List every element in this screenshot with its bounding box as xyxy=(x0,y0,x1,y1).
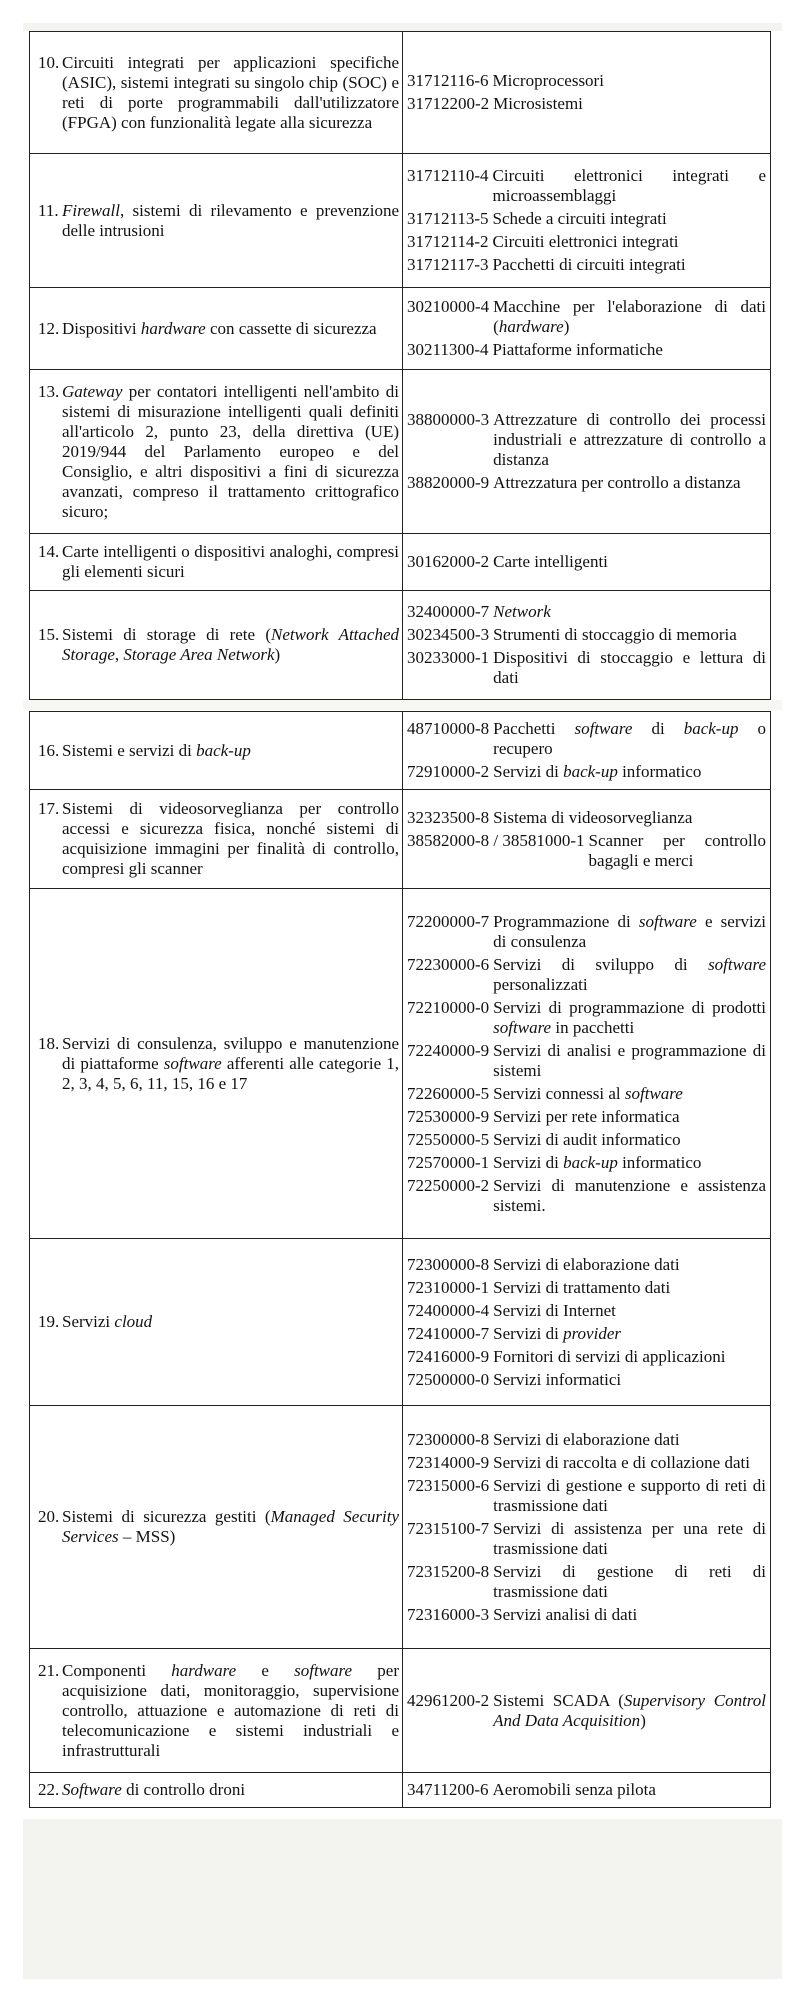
cpv-description xyxy=(493,297,766,337)
cpv-entry xyxy=(407,1130,766,1150)
cpv-code: 32400000-7 xyxy=(407,602,490,621)
text-run: Servizi per rete informatica xyxy=(493,1106,680,1126)
text-run: Dispositivi xyxy=(62,318,141,338)
italic-term: software xyxy=(294,1660,353,1680)
category-description xyxy=(62,1034,399,1094)
cpv-code: 72316000-3 xyxy=(407,1604,490,1624)
cpv-code: 72416000-9 xyxy=(407,1346,490,1366)
cpv-entry xyxy=(407,955,766,995)
text-run: – MSS) xyxy=(118,1527,176,1546)
cpv-description xyxy=(493,1453,766,1473)
text-run: Servizi di consulenza, sviluppo e manutenzione di piattaforme xyxy=(62,1033,399,1073)
table-row xyxy=(30,32,771,154)
cpv-code: 31712116-6 xyxy=(407,71,489,90)
italic-term: Supervisory Control And Data Acquisition xyxy=(493,1690,766,1730)
cpv-code: 72314000-9 xyxy=(407,1452,490,1472)
cpv-description xyxy=(493,94,766,114)
text-run: Programmazione di xyxy=(493,911,639,931)
cpv-table-part-2 xyxy=(29,711,771,1808)
text-run: Servizi di analisi e programmazione di sistemi xyxy=(493,1040,766,1080)
cpv-description xyxy=(493,998,766,1038)
category-number: 22. xyxy=(38,1780,60,1799)
cpv-description xyxy=(493,232,766,252)
cpv-code: 72570000-1 xyxy=(407,1152,490,1172)
cpv-description xyxy=(493,1278,766,1298)
cpv-description xyxy=(493,912,766,952)
cpv-description xyxy=(493,1605,766,1625)
cpv-description xyxy=(493,602,766,622)
text-run: Macchine per l'elaborazione di dati ( xyxy=(493,297,766,336)
category-cell xyxy=(30,712,403,790)
text-run: e xyxy=(236,1660,295,1680)
cpv-description xyxy=(493,1370,766,1390)
text-run: Carte intelligenti o dispositivi analoghi, compresi gli elementi sicuri xyxy=(62,542,399,581)
text-run: Dispositivi di stoccaggio e lettura di dati xyxy=(493,648,766,687)
text-run: Servizi di xyxy=(493,762,564,781)
text-run: Servizi di programmazione di prodotti xyxy=(493,997,766,1017)
cpv-code: 72410000-7 xyxy=(407,1323,490,1343)
table-separator xyxy=(23,700,782,710)
category-cell xyxy=(30,1406,403,1649)
cpv-description xyxy=(493,648,766,688)
category-cell xyxy=(30,1239,403,1406)
cpv-entry xyxy=(407,1041,766,1081)
category-number: 15. xyxy=(38,625,60,644)
italic-term: Storage Area Network xyxy=(123,645,275,664)
italic-term: software xyxy=(493,1017,552,1037)
text-run: Circuiti elettronici integrati e microassemblaggi xyxy=(492,166,766,205)
text-run: Microsistemi xyxy=(493,94,583,113)
category-number: 13. xyxy=(38,381,60,401)
category-description xyxy=(62,741,399,761)
text-run: , xyxy=(114,645,124,664)
italic-term: software xyxy=(708,954,766,974)
text-run: informatico xyxy=(617,762,702,781)
text-run: di controllo droni xyxy=(121,1780,246,1799)
cpv-entry xyxy=(407,1301,766,1321)
text-run: Sistemi di sicurezza gestiti ( xyxy=(62,1507,271,1526)
text-run: o recupero xyxy=(493,719,766,758)
cpv-codes-cell xyxy=(403,1406,771,1649)
category-item xyxy=(38,1507,399,1547)
cpv-description xyxy=(493,955,766,995)
cpv-description xyxy=(493,1107,766,1127)
cpv-description xyxy=(493,209,766,229)
cpv-entry xyxy=(407,998,766,1038)
cpv-description xyxy=(493,1130,766,1150)
table-row xyxy=(30,1239,771,1406)
cpv-description xyxy=(493,255,766,275)
text-run: Servizi informatici xyxy=(493,1369,622,1389)
cpv-code: 72910000-2 xyxy=(407,762,490,781)
cpv-entry xyxy=(407,232,766,252)
cpv-entry xyxy=(407,1084,766,1104)
cpv-entry xyxy=(407,602,766,622)
text-run: personalizzati xyxy=(493,974,588,994)
cpv-code: 72400000-4 xyxy=(407,1300,490,1320)
text-run: Piattaforme informatiche xyxy=(492,340,663,359)
category-cell xyxy=(30,790,403,889)
text-run: Sistemi e servizi di xyxy=(62,740,197,760)
text-run: Servizi di elaborazione dati xyxy=(493,1254,680,1274)
cpv-entry xyxy=(407,1476,766,1516)
text-run: Sistema di videosorveglianza xyxy=(493,807,693,827)
cpv-code: 30234500-3 xyxy=(407,625,490,644)
italic-term: Firewall xyxy=(62,200,120,220)
text-run: Servizi xyxy=(62,1312,115,1331)
cpv-code: 30210000-4 xyxy=(407,297,490,316)
cpv-code: 30211300-4 xyxy=(407,340,489,359)
cpv-code: 72500000-0 xyxy=(407,1369,490,1389)
cpv-code: 72260000-5 xyxy=(407,1083,490,1103)
category-cell xyxy=(30,288,403,370)
category-item xyxy=(38,1661,399,1761)
cpv-code: 72315000-6 xyxy=(407,1475,490,1495)
text-run: ) xyxy=(274,645,281,664)
cpv-entry xyxy=(407,1176,766,1216)
cpv-code: 38800000-3 xyxy=(407,410,490,429)
cpv-codes-cell xyxy=(403,154,771,288)
cpv-entry xyxy=(407,1562,766,1602)
text-run: Carte intelligenti xyxy=(493,552,608,571)
category-number: 18. xyxy=(38,1033,60,1053)
text-run: Componenti xyxy=(62,1660,172,1680)
italic-term: Network xyxy=(493,602,551,621)
cpv-description xyxy=(493,1176,766,1216)
text-run: di xyxy=(632,719,684,738)
table-row xyxy=(30,889,771,1239)
cpv-codes-cell xyxy=(403,32,771,154)
italic-term: software xyxy=(574,719,633,738)
cpv-entry xyxy=(407,1453,766,1473)
cpv-code: 72550000-5 xyxy=(407,1129,490,1149)
text-run: afferenti alle categorie 1, 2, 3, 4, 5, 6, 11, 15, 16 e 17 xyxy=(62,1053,399,1093)
cpv-entry xyxy=(407,1430,766,1450)
cpv-description xyxy=(493,1255,766,1275)
cpv-code: 31712200-2 xyxy=(407,94,490,113)
italic-term: back-up xyxy=(563,1152,618,1172)
cpv-entry xyxy=(407,912,766,952)
cpv-entry xyxy=(407,625,766,645)
text-run: ) xyxy=(640,1710,646,1730)
cpv-code: 31712110-4 xyxy=(407,166,489,185)
text-run: Servizi di assistenza per una rete di trasmissione dati xyxy=(493,1518,766,1558)
category-cell xyxy=(30,889,403,1239)
category-number: 14. xyxy=(38,542,60,561)
cpv-codes-cell xyxy=(403,534,771,591)
category-item xyxy=(38,1312,399,1332)
table-row xyxy=(30,288,771,370)
italic-term: Gateway xyxy=(62,381,123,401)
category-description xyxy=(62,1507,399,1547)
table-row xyxy=(30,534,771,591)
category-description xyxy=(62,1661,399,1761)
text-run: Servizi di trattamento dati xyxy=(493,1277,671,1297)
cpv-description xyxy=(589,831,766,871)
cpv-description xyxy=(493,1430,766,1450)
text-run: Servizi di Internet xyxy=(493,1300,616,1320)
text-run: Sistemi di storage di rete ( xyxy=(62,625,271,644)
cpv-entry xyxy=(407,94,766,114)
cpv-entry xyxy=(407,1255,766,1275)
text-run: Strumenti di stoccaggio di memoria xyxy=(493,625,737,644)
table-row xyxy=(30,1406,771,1649)
cpv-code: 72200000-7 xyxy=(407,911,490,931)
page-top-band xyxy=(23,23,782,31)
text-run: Servizi di gestione e supporto di reti di trasmissione dati xyxy=(493,1475,766,1515)
text-run: Servizi di audit informatico xyxy=(493,1129,681,1149)
cpv-code: 72310000-1 xyxy=(407,1277,490,1297)
italic-term: Managed Security Services xyxy=(62,1507,399,1546)
text-run: Circuiti integrati per applicazioni specifiche (ASIC), sistemi integrati su singolo chip (SOC) e reti di porte programmabili dall'utilizzatore (FPGA) con funzionalità legate alla sicurezza xyxy=(62,52,399,132)
cpv-code: 72300000-8 xyxy=(407,1254,490,1274)
cpv-code: 72230000-6 xyxy=(407,954,490,974)
category-item xyxy=(38,201,399,241)
italic-term: back-up xyxy=(683,719,739,738)
category-number: 19. xyxy=(38,1312,60,1331)
text-run: ) xyxy=(563,317,570,336)
cpv-description xyxy=(493,1153,766,1173)
cpv-code: 72315100-7 xyxy=(407,1518,490,1538)
text-run: Servizi di manutenzione e assistenza sistemi. xyxy=(493,1175,766,1215)
cpv-code: 72315200-8 xyxy=(407,1561,490,1581)
text-run: Servizi analisi di dati xyxy=(493,1604,638,1624)
category-cell xyxy=(30,370,403,534)
cpv-description xyxy=(493,1301,766,1321)
cpv-description xyxy=(493,1476,766,1516)
category-cell xyxy=(30,32,403,154)
table-row xyxy=(30,790,771,889)
text-run: Attrezzature di controllo dei processi industriali e attrezzature di controllo a distanza xyxy=(493,410,766,469)
cpv-codes-cell xyxy=(403,790,771,889)
cpv-entry xyxy=(407,1278,766,1298)
text-run: Circuiti elettronici integrati xyxy=(492,232,679,251)
cpv-code: 31712113-5 xyxy=(407,209,489,228)
cpv-code: 72250000-2 xyxy=(407,1175,490,1195)
table-row xyxy=(30,370,771,534)
cpv-description xyxy=(493,1041,766,1081)
cpv-entry xyxy=(407,297,766,337)
category-number: 17. xyxy=(38,799,60,818)
cpv-code: 72530000-9 xyxy=(407,1106,490,1126)
category-description xyxy=(62,382,399,522)
cpv-description xyxy=(493,1347,766,1367)
cpv-description xyxy=(493,625,766,645)
cpv-entry xyxy=(407,166,766,206)
category-item xyxy=(38,1034,399,1094)
category-description xyxy=(62,542,399,582)
category-item xyxy=(38,625,399,665)
category-cell xyxy=(30,1773,403,1808)
text-run: Attrezzatura per controllo a distanza xyxy=(493,473,741,492)
category-description xyxy=(62,1780,399,1800)
text-run: per contatori intelligenti nell'ambito di sistemi di misurazione intelligenti quali definiti all'articolo 2, punto 23, della direttiva (UE) 2019/944 del Parlamento europeo e del Consiglio, e altri dispositivi a fini di sicurezza avanzati, compreso il trattamento crittografico sicuro; xyxy=(62,381,399,521)
cpv-entry xyxy=(407,1605,766,1625)
cpv-description xyxy=(493,71,766,91)
table-row xyxy=(30,154,771,288)
cpv-code: 72210000-0 xyxy=(407,997,490,1017)
table-row xyxy=(30,712,771,790)
cpv-code: 31712117-3 xyxy=(407,255,489,274)
cpv-code: 31712114-2 xyxy=(407,232,489,251)
cpv-code: 72240000-9 xyxy=(407,1040,490,1060)
category-number: 20. xyxy=(38,1507,60,1526)
category-description xyxy=(62,625,399,665)
italic-term: hardware xyxy=(498,317,564,336)
cpv-codes-cell xyxy=(403,1239,771,1406)
cpv-description xyxy=(493,552,766,572)
italic-term: Network Attached Storage xyxy=(62,625,399,664)
category-description xyxy=(62,319,399,339)
cpv-entry xyxy=(407,648,766,688)
category-cell xyxy=(30,591,403,700)
cpv-description xyxy=(493,340,766,360)
text-run: Servizi di xyxy=(493,1323,564,1343)
category-item xyxy=(38,319,399,339)
italic-term: software xyxy=(638,911,697,931)
italic-term: back-up xyxy=(563,762,618,781)
text-run: Fornitori di servizi di applicazioni xyxy=(493,1346,726,1366)
cpv-description xyxy=(493,808,766,828)
text-run: Microprocessori xyxy=(492,71,604,90)
cpv-code: 42961200-2 xyxy=(407,1690,490,1710)
cpv-codes-cell xyxy=(403,1649,771,1773)
cpv-code: 72300000-8 xyxy=(407,1429,490,1449)
cpv-description xyxy=(493,1562,766,1602)
text-run: con cassette di sicurezza xyxy=(205,318,377,338)
table-row xyxy=(30,1773,771,1808)
cpv-codes-cell xyxy=(403,370,771,534)
cpv-code: 30162000-2 xyxy=(407,552,490,571)
text-run: Servizi di gestione di reti di trasmissione dati xyxy=(493,1561,766,1601)
text-run: per acquisizione dati, monitoraggio, supervisione controllo, attuazione e automazione di reti di telecomunicazione e sistemi industriali e infrastrutturali xyxy=(62,1660,399,1760)
text-run: , sistemi di rilevamento e prevenzione delle intrusioni xyxy=(62,200,399,240)
text-run: Servizi di sviluppo di xyxy=(493,954,709,974)
cpv-description xyxy=(493,1324,766,1344)
cpv-description xyxy=(493,1780,766,1800)
cpv-table-part-1 xyxy=(29,31,771,700)
cpv-code: 48710000-8 xyxy=(407,719,490,738)
cpv-entry xyxy=(407,552,766,572)
category-number: 21. xyxy=(38,1660,60,1680)
italic-term: provider xyxy=(563,1323,621,1343)
category-description xyxy=(62,53,399,133)
cpv-codes-cell xyxy=(403,591,771,700)
category-description xyxy=(62,201,399,241)
empty-content-area xyxy=(23,1819,782,1979)
cpv-description xyxy=(493,719,766,759)
cpv-entry xyxy=(407,831,766,871)
cpv-entry xyxy=(407,1370,766,1390)
italic-term: hardware xyxy=(140,318,206,338)
category-number: 11. xyxy=(38,200,59,220)
category-item xyxy=(38,799,399,879)
text-run: Sistemi di videosorveglianza per controllo accessi e sicurezza fisica, nonché sistemi di acquisizione immagini per finalità di controllo, compresi gli scanner xyxy=(62,799,399,878)
italic-term: cloud xyxy=(114,1312,153,1331)
category-description xyxy=(62,799,399,879)
cpv-code: 32323500-8 xyxy=(407,807,490,827)
category-description xyxy=(62,1312,399,1332)
cpv-entry xyxy=(407,473,766,493)
category-cell xyxy=(30,1649,403,1773)
italic-term: Software xyxy=(62,1780,122,1799)
category-cell xyxy=(30,154,403,288)
text-run: Aeromobili senza pilota xyxy=(492,1780,656,1799)
cpv-code: 30233000-1 xyxy=(407,648,490,667)
text-run: Servizi connessi al xyxy=(493,1083,625,1103)
cpv-codes-cell xyxy=(403,889,771,1239)
cpv-codes-cell xyxy=(403,288,771,370)
text-run: in pacchetti xyxy=(551,1017,635,1037)
cpv-code: 38582000-8 / 38581000-1 xyxy=(407,830,585,850)
italic-term: software xyxy=(163,1053,222,1073)
cpv-description xyxy=(493,473,766,493)
cpv-codes-cell xyxy=(403,712,771,790)
category-item xyxy=(38,1780,399,1800)
cpv-entry xyxy=(407,1691,766,1731)
cpv-description xyxy=(493,762,766,782)
category-number: 10. xyxy=(38,52,60,72)
category-item xyxy=(38,542,399,582)
cpv-entry xyxy=(407,1347,766,1367)
table-row xyxy=(30,1649,771,1773)
cpv-codes-cell xyxy=(403,1773,771,1808)
text-run: Schede a circuiti integrati xyxy=(492,209,667,228)
text-run: Servizi di elaborazione dati xyxy=(493,1429,680,1449)
cpv-description xyxy=(493,1519,766,1559)
category-item xyxy=(38,382,399,522)
italic-term: back-up xyxy=(196,740,251,760)
cpv-entry xyxy=(407,71,766,91)
cpv-entry xyxy=(407,1107,766,1127)
cpv-entry xyxy=(407,410,766,470)
cpv-entry xyxy=(407,1153,766,1173)
cpv-code: 38820000-9 xyxy=(407,473,490,492)
text-run: e servizi di consulenza xyxy=(493,911,766,951)
cpv-entry xyxy=(407,1780,766,1800)
category-cell xyxy=(30,534,403,591)
cpv-entry xyxy=(407,255,766,275)
cpv-code: 34711200-6 xyxy=(407,1780,489,1799)
category-item xyxy=(38,53,399,133)
category-number: 16. xyxy=(38,740,60,760)
cpv-entry xyxy=(407,340,766,360)
italic-term: hardware xyxy=(171,1660,237,1680)
cpv-entry xyxy=(407,209,766,229)
cpv-description xyxy=(493,410,766,470)
text-run: Sistemi SCADA ( xyxy=(493,1690,624,1710)
cpv-entry xyxy=(407,808,766,828)
cpv-description xyxy=(493,1084,766,1104)
text-run: Pacchetti xyxy=(493,719,575,738)
cpv-description xyxy=(493,166,766,206)
category-number: 12. xyxy=(38,318,60,338)
cpv-description xyxy=(493,1691,766,1731)
cpv-entry xyxy=(407,719,766,759)
text-run: Pacchetti di circuiti integrati xyxy=(492,255,686,274)
text-run: Scanner per controllo bagagli e merci xyxy=(588,830,766,870)
category-item xyxy=(38,741,399,761)
text-run: Servizi di xyxy=(493,1152,564,1172)
cpv-entry xyxy=(407,1324,766,1344)
table-row xyxy=(30,591,771,700)
cpv-entry xyxy=(407,762,766,782)
text-run: Servizi di raccolta e di collazione dati xyxy=(493,1452,750,1472)
cpv-entry xyxy=(407,1519,766,1559)
italic-term: software xyxy=(624,1083,683,1103)
text-run: informatico xyxy=(617,1152,702,1172)
